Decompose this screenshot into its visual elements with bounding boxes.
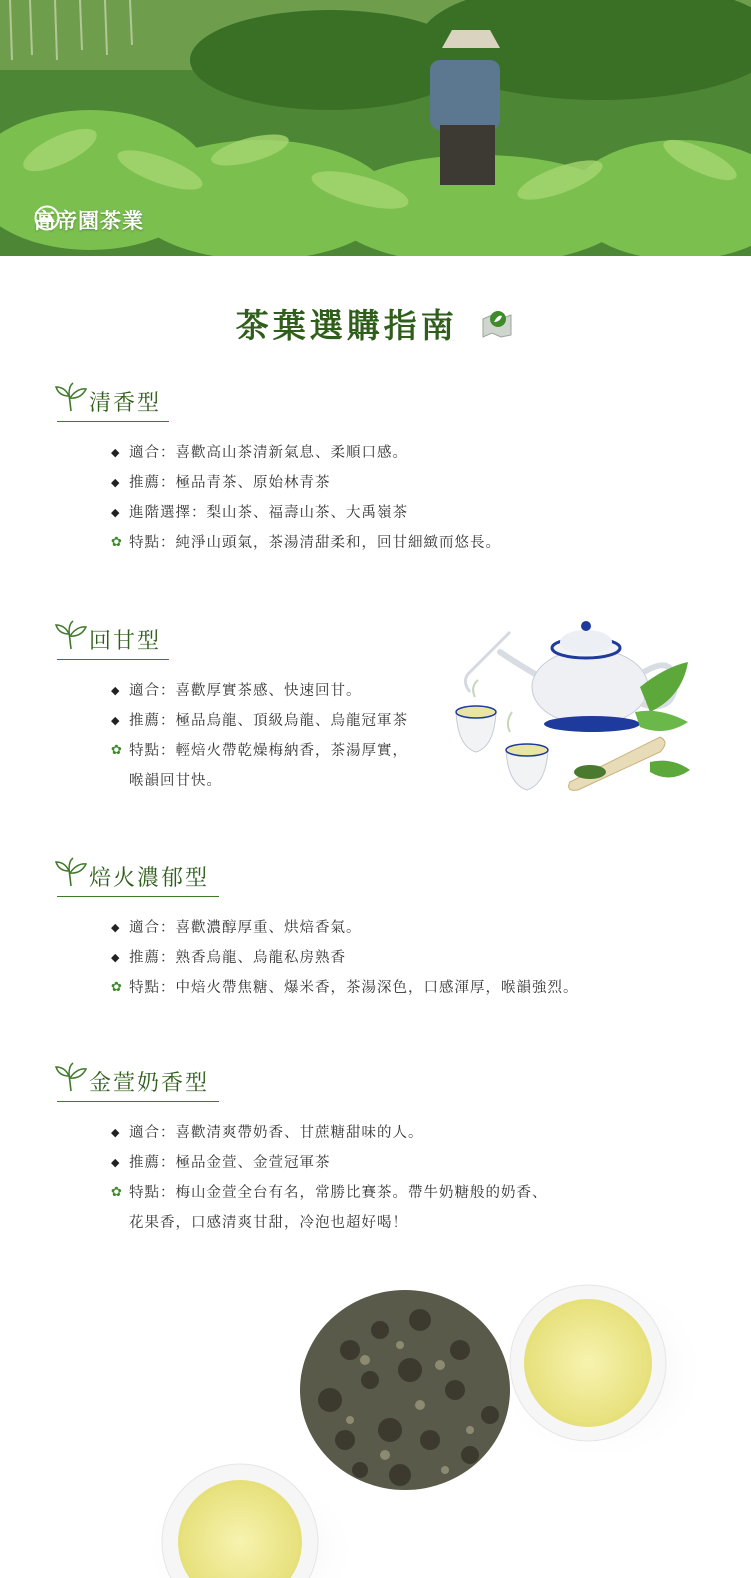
section-title: 清香型	[89, 391, 162, 416]
diamond-bullet-icon: ◆	[111, 476, 121, 489]
tea-sprout-icon	[55, 1062, 87, 1092]
diamond-bullet-icon: ◆	[111, 1156, 121, 1169]
section-divider	[57, 421, 169, 422]
diamond-bullet-icon: ◆	[111, 684, 121, 697]
diamond-bullet-icon: ◆	[111, 714, 121, 727]
list-item: ◆ 適合：喜歡厚實茶感、快速回甘。	[111, 676, 675, 706]
section-jinxuan	[55, 1060, 675, 1238]
section-divider	[57, 659, 169, 660]
list-item: ◆ 適合：喜歡清爽帶奶香、甘蔗糖甜味的人。	[111, 1118, 675, 1148]
tea-sprout-icon	[55, 382, 87, 412]
section-title: 回甘型	[89, 629, 162, 654]
star-bullet-icon: ✿	[111, 1185, 123, 1200]
tea-sprout-icon	[55, 620, 87, 650]
list-item: ◆ 推薦：極品青茶、原始林青茶	[111, 468, 675, 498]
list-item: ✿ 特點：輕焙火帶乾燥梅納香，茶湯厚實， 喉韻回甘快。	[111, 736, 675, 796]
page-title	[0, 300, 751, 347]
dried-tea-leaves	[300, 1290, 510, 1490]
brand-name: 高帝園茶業	[34, 208, 144, 233]
list-item: ◆ 進階選擇：梨山茶、福壽山茶、大禹嶺茶	[111, 498, 675, 528]
list-item: ◆ 適合：喜歡高山茶清新氣息、柔順口感。	[111, 438, 675, 468]
star-bullet-icon: ✿	[111, 743, 123, 758]
section-title: 焙火濃郁型	[89, 866, 210, 891]
tea-sprout-icon	[55, 857, 87, 887]
list-item: ◆ 推薦：極品金萱、金萱冠軍茶	[111, 1148, 675, 1178]
section-qingxiang	[55, 380, 675, 558]
diamond-bullet-icon: ◆	[111, 506, 121, 519]
list-item: ✿ 特點：中焙火帶焦糖、爆米香，茶湯深色，口感渾厚，喉韻強烈。	[111, 973, 675, 1003]
map-leaf-icon	[481, 309, 515, 339]
list-item: ✿ 特點：純淨山頭氣，茶湯清甜柔和，回甘細緻而悠長。	[111, 528, 675, 558]
brand-lockup	[34, 205, 144, 235]
diamond-bullet-icon: ◆	[111, 951, 121, 964]
section-divider	[57, 1101, 219, 1102]
section-title: 金萱奶香型	[89, 1071, 210, 1096]
item-list	[111, 438, 675, 558]
star-bullet-icon: ✿	[111, 535, 123, 550]
hero-banner	[0, 0, 751, 256]
diamond-bullet-icon: ◆	[111, 446, 121, 459]
list-item: ◆ 適合：喜歡濃醇厚重、烘焙香氣。	[111, 913, 675, 943]
item-list	[111, 913, 675, 1003]
star-bullet-icon: ✿	[111, 980, 123, 995]
diamond-bullet-icon: ◆	[111, 1126, 121, 1139]
page-title-text: 茶葉選購指南	[235, 306, 458, 345]
brand-logo-icon	[34, 205, 60, 231]
item-list	[111, 1118, 675, 1238]
list-item: ◆ 推薦：極品烏龍、頂級烏龍、烏龍冠軍茶	[111, 706, 675, 736]
section-divider	[57, 896, 219, 897]
list-item: ◆ 推薦：熟香烏龍、烏龍私房熟香	[111, 943, 675, 973]
section-beihuo	[55, 855, 675, 1003]
tea-cups-photo	[0, 1240, 751, 1578]
list-item: ✿ 特點：梅山金萱全台有名，常勝比賽茶。帶牛奶糖般的奶香、 花果香，口感清爽甘甜，冷泡也超好喝！	[111, 1178, 675, 1238]
diamond-bullet-icon: ◆	[111, 921, 121, 934]
teapot-illustration	[450, 612, 700, 802]
